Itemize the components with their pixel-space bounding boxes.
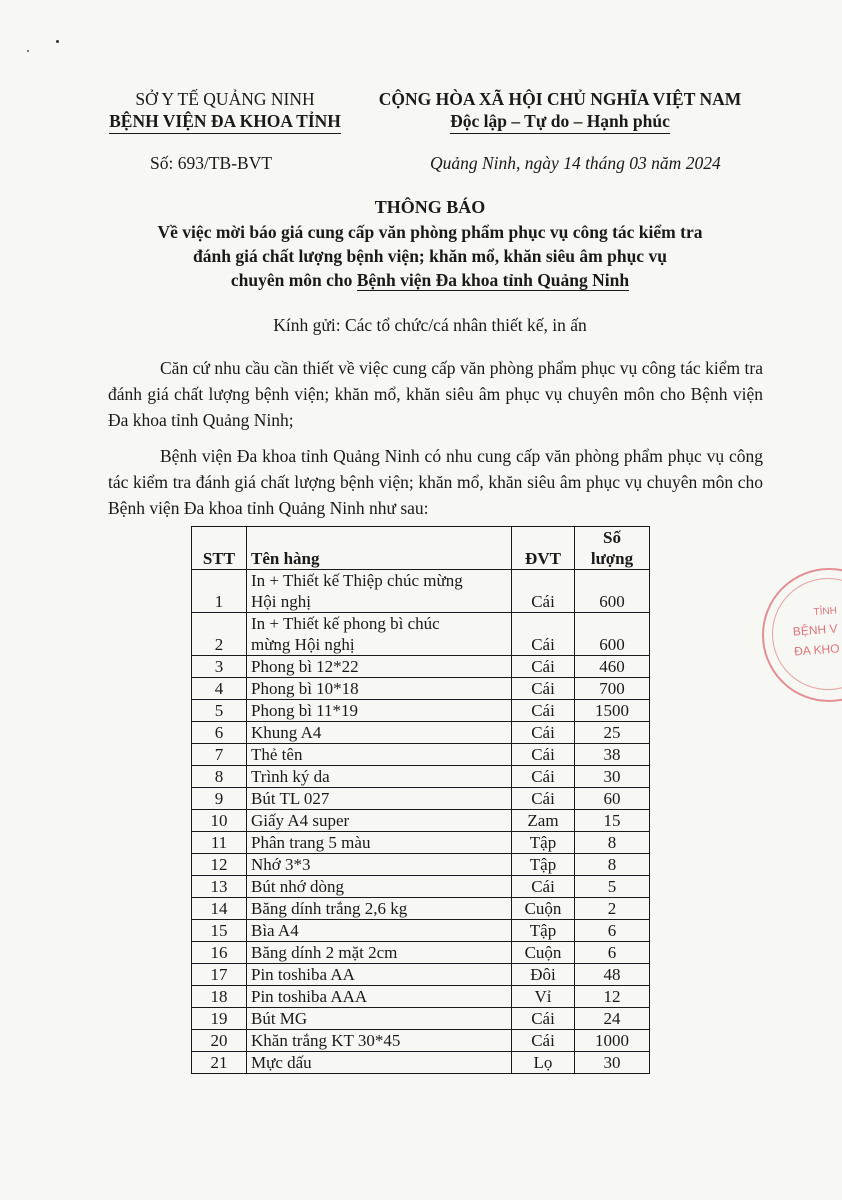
table-row [192,832,650,854]
subject-line-1: Về việc mời báo giá cung cấp văn phòng phẩm phục vụ công tác kiểm tra [157,222,703,242]
cell-name: Khung A4 [247,722,512,744]
cell-stt: 1 [192,570,247,613]
cell-name: Phong bì 11*19 [247,700,512,722]
cell-stt: 15 [192,920,247,942]
table-row [192,876,650,898]
cell-qty: 38 [575,744,650,766]
cell-qty: 15 [575,810,650,832]
cell-qty: 25 [575,722,650,744]
cell-qty: 1000 [575,1030,650,1052]
cell-name: Mực dấu [247,1052,512,1074]
table-header-row [192,527,650,570]
cell-name: Bút nhớ dòng [247,876,512,898]
cell-stt: 19 [192,1008,247,1030]
cell-name: Nhớ 3*3 [247,854,512,876]
cell-dvt: Tập [512,854,575,876]
cell-qty: 8 [575,854,650,876]
document-subject [100,220,760,292]
table-row [192,570,650,613]
table-row [192,700,650,722]
cell-stt: 5 [192,700,247,722]
cell-name [247,613,512,656]
cell-dvt: Tập [512,920,575,942]
cell-qty: 60 [575,788,650,810]
cell-dvt: Cái [512,788,575,810]
cell-qty: 6 [575,920,650,942]
cell-qty: 6 [575,942,650,964]
table-row [192,613,650,656]
cell-dvt: Vỉ [512,986,575,1008]
header-name: Tên hàng [247,527,512,570]
cell-dvt: Cái [512,766,575,788]
header-qty-line2: lượng [590,549,634,568]
cell-qty: 8 [575,832,650,854]
table-row [192,1030,650,1052]
subject-line-3-hospital: Bệnh viện Đa khoa tỉnh Quảng Ninh [356,270,630,290]
cell-dvt: Cái [512,1030,575,1052]
cell-name: Pin toshiba AA [247,964,512,986]
table-row [192,1008,650,1030]
org-line-2: BỆNH VIỆN ĐA KHOA TỈNH [109,110,341,134]
table-row [192,898,650,920]
table-row [192,964,650,986]
cell-name: Giấy A4 super [247,810,512,832]
cell-name: Băng dính 2 mặt 2cm [247,942,512,964]
cell-dvt: Cái [512,570,575,613]
national-heading [355,88,765,134]
cell-dvt: Cái [512,700,575,722]
cell-stt: 20 [192,1030,247,1052]
table-row [192,744,650,766]
document-number: Số: 693/TB-BVT [150,153,273,173]
cell-stt: 21 [192,1052,247,1074]
cell-dvt: Lọ [512,1052,575,1074]
cell-qty: 5 [575,876,650,898]
cell-stt: 18 [192,986,247,1008]
table-row [192,942,650,964]
cell-name: Bút TL 027 [247,788,512,810]
cell-stt: 13 [192,876,247,898]
document-title: THÔNG BÁO [374,197,486,217]
issuing-organization [95,88,355,134]
cell-name: Trình ký da [247,766,512,788]
scan-speck [56,40,59,43]
table-row [192,986,650,1008]
cell-name: Băng dính trắng 2,6 kg [247,898,512,920]
cell-qty: 24 [575,1008,650,1030]
cell-qty: 30 [575,766,650,788]
paragraph-request: Bệnh viện Đa khoa tỉnh Quảng Ninh có nhu cung cấp văn phòng phẩm phục vụ công tác kiểm tra đánh giá chất lượng bệnh viện; khăn mổ, khăn siêu âm phục vụ chuyên môn cho Bệnh viện Đa khoa tỉnh Quảng Ninh như sau: [108,446,763,518]
header-qty-line1: Số [603,528,621,547]
cell-stt: 4 [192,678,247,700]
cell-stt: 6 [192,722,247,744]
cell-name-line1: In + Thiết kế Thiệp chúc mừng [251,571,463,590]
cell-name: Khăn trắng KT 30*45 [247,1030,512,1052]
cell-dvt: Cái [512,613,575,656]
table-row [192,788,650,810]
cell-name: Phong bì 10*18 [247,678,512,700]
cell-name-line1: In + Thiết kế phong bì chúc [251,614,440,633]
cell-name: Pin toshiba AAA [247,986,512,1008]
cell-dvt: Cái [512,1008,575,1030]
table-row [192,854,650,876]
cell-qty: 1500 [575,700,650,722]
org-line-1: SỞ Y TẾ QUẢNG NINH [135,89,315,109]
cell-qty: 2 [575,898,650,920]
cell-stt: 2 [192,613,247,656]
cell-dvt: Cái [512,656,575,678]
cell-stt: 17 [192,964,247,986]
table-row [192,810,650,832]
cell-name: Phân trang 5 màu [247,832,512,854]
cell-stt: 10 [192,810,247,832]
cell-stt: 8 [192,766,247,788]
cell-dvt: Cuộn [512,942,575,964]
cell-qty: 600 [575,613,650,656]
cell-name: Bìa A4 [247,920,512,942]
subject-line-3-prefix: chuyên môn cho [230,270,357,290]
nation-line-1: CỘNG HÒA XÃ HỘI CHỦ NGHĨA VIỆT NAM [378,89,742,109]
cell-stt: 3 [192,656,247,678]
header-stt: STT [192,527,247,570]
cell-dvt: Cái [512,744,575,766]
cell-stt: 9 [192,788,247,810]
cell-name: Thẻ tên [247,744,512,766]
header-dvt: ĐVT [512,527,575,570]
scan-speck [27,50,29,52]
cell-dvt: Cái [512,876,575,898]
nation-motto: Độc lập – Tự do – Hạnh phúc [450,110,670,134]
cell-dvt: Cái [512,678,575,700]
document-date: Quảng Ninh, ngày 14 tháng 03 năm 2024 [430,153,721,173]
cell-dvt: Đôi [512,964,575,986]
table-row [192,1052,650,1074]
header-qty [575,527,650,570]
cell-qty: 460 [575,656,650,678]
paragraph-basis: Căn cứ nhu cầu cần thiết về việc cung cấp văn phòng phẩm phục vụ công tác kiểm tra đánh giá chất lượng bệnh viện; khăn mổ, khăn siêu âm phục vụ chuyên môn cho Bệnh viện Đa khoa tỉnh Quảng Ninh; [108,358,763,430]
cell-stt: 11 [192,832,247,854]
cell-stt: 14 [192,898,247,920]
items-table [191,526,650,1074]
cell-name: Phong bì 12*22 [247,656,512,678]
red-seal-text: TỈNH BỆNH V ĐA KHO [792,605,840,659]
cell-dvt: Zam [512,810,575,832]
cell-dvt: Cuộn [512,898,575,920]
table-row [192,920,650,942]
cell-qty: 48 [575,964,650,986]
cell-dvt: Tập [512,832,575,854]
greeting: Kính gửi: Các tổ chức/cá nhân thiết kế, in ấn [273,315,587,335]
cell-stt: 7 [192,744,247,766]
cell-stt: 12 [192,854,247,876]
cell-qty: 30 [575,1052,650,1074]
table-row [192,678,650,700]
cell-stt: 16 [192,942,247,964]
table-row [192,656,650,678]
cell-qty: 700 [575,678,650,700]
subject-line-2: đánh giá chất lượng bệnh viện; khăn mổ, khăn siêu âm phục vụ [193,246,667,266]
table-row [192,722,650,744]
cell-name-line2: mừng Hội nghị [251,635,355,654]
cell-name: Bút MG [247,1008,512,1030]
cell-dvt: Cái [512,722,575,744]
cell-name-line2: Hội nghị [251,592,311,611]
cell-qty: 600 [575,570,650,613]
table-row [192,766,650,788]
cell-qty: 12 [575,986,650,1008]
cell-name [247,570,512,613]
